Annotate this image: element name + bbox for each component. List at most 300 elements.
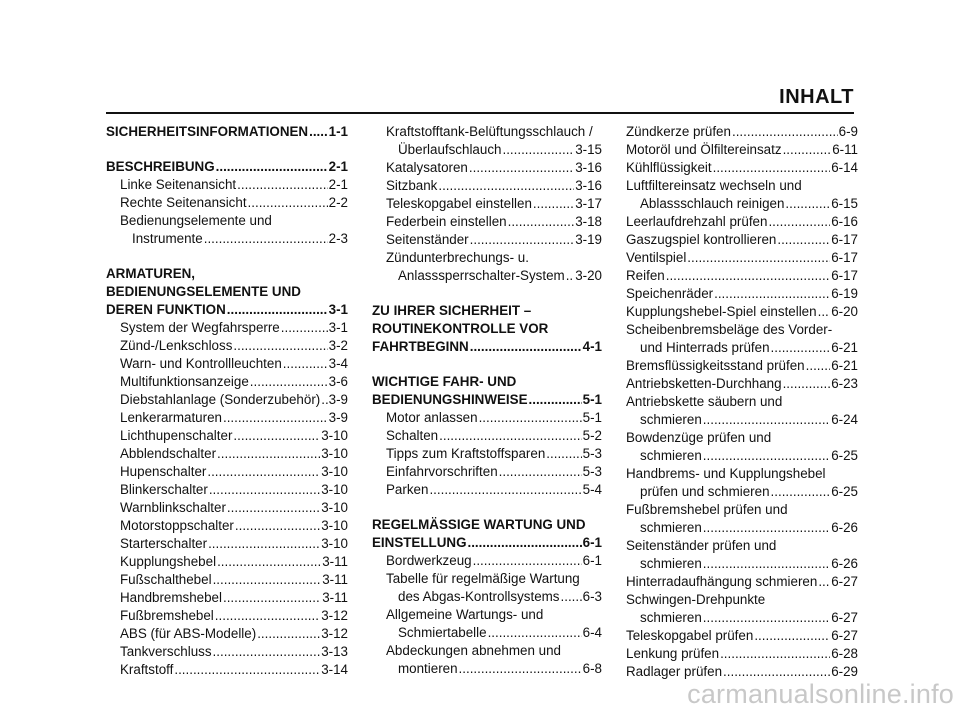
toc-entry-title: schmieren <box>640 448 702 463</box>
dot-leader <box>233 427 320 445</box>
toc-page-number: 6-19 <box>831 286 858 301</box>
toc-entry-title: Kraftstofftank-Belüftungsschlauch / <box>386 124 593 139</box>
toc-page-number: 3-9 <box>328 410 348 425</box>
toc-page-number: 3-10 <box>321 536 348 551</box>
toc-entry[interactable] <box>106 427 348 445</box>
toc-page-number: 6-27 <box>831 610 858 625</box>
toc-page-number: 5-3 <box>582 464 602 479</box>
toc-page-number: 6-1 <box>582 553 602 568</box>
toc-entry-title: Reifen <box>626 268 665 283</box>
dot-leader <box>467 534 581 552</box>
toc-page-number: 6-24 <box>831 412 858 427</box>
toc-entry-title: Teleskopgabel einstellen <box>386 196 532 211</box>
dot-leader <box>470 231 575 249</box>
toc-entry-title: Kühlflüssigkeit <box>626 160 712 175</box>
title-rule <box>106 112 854 114</box>
toc-entry-title: BEDIENUNGSHINWEISE <box>372 392 528 407</box>
toc-entry[interactable] <box>106 517 348 535</box>
toc-column-3 <box>626 123 858 681</box>
toc-entry-title: schmieren <box>640 412 702 427</box>
toc-entry-title: Schwingen-Drehpunkte <box>626 592 766 607</box>
toc-entry[interactable] <box>106 337 348 355</box>
toc-entry-title: FAHRTBEGINN <box>372 339 469 354</box>
toc-entry-title: Speichenräder <box>626 286 714 301</box>
dot-leader <box>785 195 830 213</box>
dot-leader <box>213 643 321 661</box>
dot-leader <box>217 445 320 463</box>
toc-entry-title: montieren <box>398 661 458 676</box>
toc-page-number: 3-1 <box>328 302 348 317</box>
toc-entry-title: Zünd-/Lenkschloss <box>120 338 233 353</box>
toc-entry-title: Allgemeine Wartungs- und <box>386 607 544 622</box>
dot-leader <box>469 159 574 177</box>
toc-entry-title: Abblendschalter <box>120 446 217 461</box>
toc-page-number: 6-29 <box>831 664 858 679</box>
dot-leader <box>208 535 320 553</box>
toc-entry[interactable] <box>626 627 858 645</box>
toc-entry[interactable] <box>626 573 858 591</box>
toc-entry[interactable] <box>106 319 348 337</box>
dot-leader <box>703 609 830 627</box>
toc-entry-title: Anlasssperrschalter-System <box>398 268 565 283</box>
toc-entry[interactable] <box>372 427 602 445</box>
toc-entry-title: Katalysatoren <box>386 160 468 175</box>
dot-leader <box>217 553 321 571</box>
dot-leader <box>502 141 574 159</box>
toc-entry-title: DEREN FUNKTION <box>106 302 226 317</box>
toc-entry[interactable] <box>106 499 348 517</box>
toc-entry-title: Ablassschlauch reinigen <box>640 196 785 211</box>
toc-entry-title: Kupplungshebel-Spiel einstellen <box>626 304 817 319</box>
toc-page-number: 3-16 <box>575 178 602 193</box>
toc-page-number: 3-2 <box>328 338 348 353</box>
toc-page-number: 6-26 <box>831 556 858 571</box>
toc-page-number: 5-3 <box>582 446 602 461</box>
toc-entry-title: Multifunktionsanzeige <box>120 374 249 389</box>
dot-leader <box>204 230 328 248</box>
toc-entry[interactable] <box>372 606 602 642</box>
toc-entry-title: Rechte Seitenansicht <box>120 195 247 210</box>
toc-page-number: 6-17 <box>831 250 858 265</box>
toc-page-number: 2-1 <box>328 159 348 174</box>
toc-entry-title: Bremsflüssigkeitsstand prüfen <box>626 358 805 373</box>
toc-entry-title: System der Wegfahrsperre <box>120 320 280 335</box>
toc-entry-title: Antriebskette säubern und <box>626 394 783 409</box>
toc-entry[interactable] <box>106 589 348 607</box>
dot-leader <box>235 517 320 535</box>
toc-entry-title: Starterschalter <box>120 536 208 551</box>
toc-entry[interactable] <box>106 661 348 679</box>
toc-entry[interactable] <box>372 195 602 213</box>
dot-leader <box>479 409 582 427</box>
dot-leader <box>216 158 328 176</box>
toc-entry-title: prüfen und schmieren <box>640 484 770 499</box>
toc-page-number: 6-27 <box>831 574 858 589</box>
toc-page-number: 3-17 <box>575 196 602 211</box>
toc-page-number: 3-18 <box>575 214 602 229</box>
toc-entry-title: Radlager prüfen <box>626 664 723 679</box>
toc-entry[interactable] <box>372 177 602 195</box>
dot-leader <box>321 391 327 409</box>
toc-entry[interactable] <box>626 249 858 267</box>
toc-entry-title: Abdeckungen abnehmen und <box>386 643 561 658</box>
toc-page-number: 3-10 <box>321 428 348 443</box>
toc-entry-title: Motor anlassen <box>386 410 478 425</box>
toc-section[interactable] <box>106 265 348 319</box>
toc-page-number: 1-1 <box>328 124 348 139</box>
toc-entry[interactable] <box>626 357 858 375</box>
toc-entry-title: Schalten <box>386 428 439 443</box>
toc-entry[interactable] <box>106 176 348 194</box>
toc-page-number: 3-20 <box>575 268 602 283</box>
toc-page-number: 3-12 <box>321 608 348 623</box>
toc-page-number: 6-25 <box>831 448 858 463</box>
toc-entry[interactable] <box>372 570 602 606</box>
toc-entry[interactable] <box>106 643 348 661</box>
toc-entry[interactable] <box>372 481 602 499</box>
toc-entry-title: REGELMÄSSIGE WARTUNG UND <box>372 517 586 532</box>
toc-page-number: 6-17 <box>831 268 858 283</box>
dot-leader <box>309 123 328 141</box>
dot-leader <box>771 339 831 357</box>
toc-column-1 <box>106 123 348 679</box>
toc-entry-title: Hupenschalter <box>120 464 207 479</box>
toc-entry[interactable] <box>372 409 602 427</box>
dot-leader <box>470 338 582 356</box>
toc-entry-title: Zündunterbrechungs- u. <box>386 250 529 265</box>
dot-leader <box>207 463 320 481</box>
toc-entry-title: Einfahrvorschriften <box>386 464 498 479</box>
toc-entry[interactable] <box>626 501 858 537</box>
toc-page-number: 6-26 <box>831 520 858 535</box>
dot-leader <box>488 624 582 642</box>
toc-page-number: 3-10 <box>321 446 348 461</box>
toc-page-number: 6-17 <box>831 232 858 247</box>
toc-entry-title: Leerlaufdrehzahl prüfen <box>626 214 768 229</box>
toc-entry-title: Fußbremshebel prüfen und <box>626 502 788 517</box>
dot-leader <box>237 176 328 194</box>
toc-entry[interactable] <box>626 213 858 231</box>
toc-page-number: 3-6 <box>328 374 348 389</box>
toc-entry[interactable] <box>626 177 858 213</box>
toc-page-number: 4-1 <box>582 339 602 354</box>
dot-leader <box>227 301 328 319</box>
toc-entry-title: Handbrems- und Kupplungshebel <box>626 466 826 481</box>
dot-leader <box>561 588 582 606</box>
dot-leader <box>529 391 582 409</box>
toc-entry-title: Zündkerze prüfen <box>626 124 731 139</box>
toc-entry-title: SICHERHEITSINFORMATIONEN <box>106 124 309 139</box>
dot-leader <box>281 319 328 337</box>
toc-entry-title: ROUTINEKONTROLLE VOR <box>372 321 549 336</box>
dot-leader <box>439 427 582 445</box>
section-spacer <box>372 356 602 373</box>
toc-entry-title: Fußschalthebel <box>120 572 212 587</box>
toc-entry-title: Teleskopgabel prüfen <box>626 628 754 643</box>
toc-page-number: 6-14 <box>831 160 858 175</box>
toc-entry-title: Antriebsketten-Durchhang <box>626 376 782 391</box>
toc-entry-title: ZU IHRER SICHERHEIT – <box>372 303 532 318</box>
toc-page-number: 5-4 <box>582 482 602 497</box>
toc-entry-title: Bordwerkzeug <box>386 553 472 568</box>
toc-page-number: 3-11 <box>322 554 348 569</box>
toc-page-number: 3-15 <box>575 142 602 157</box>
dot-leader <box>771 483 831 501</box>
toc-page-number: 6-20 <box>831 304 858 319</box>
toc-entry-title: Tabelle für regelmäßige Wartung <box>386 571 580 586</box>
toc-page-number: 6-15 <box>831 196 858 211</box>
toc-page-number: 3-1 <box>328 320 348 335</box>
toc-entry[interactable] <box>626 303 858 321</box>
toc-entry[interactable] <box>626 159 858 177</box>
toc-entry-title: Diebstahlanlage (Sonderzubehör) <box>120 392 321 407</box>
toc-entry[interactable] <box>626 231 858 249</box>
toc-entry[interactable] <box>372 445 602 463</box>
toc-entry-title: Lenkerarmaturen <box>120 410 222 425</box>
toc-entry[interactable] <box>626 591 858 627</box>
toc-entry-title: Überlaufschlauch <box>398 142 502 157</box>
dot-leader <box>233 337 327 355</box>
section-spacer <box>106 248 348 265</box>
toc-entry-title: Hinterradaufhängung schmieren <box>626 574 818 589</box>
toc-entry-title: Warnblinkschalter <box>120 500 226 515</box>
toc-entry[interactable] <box>372 123 602 159</box>
toc-page-number: 6-28 <box>831 646 858 661</box>
toc-entry-title: EINSTELLUNG <box>372 535 467 550</box>
section-spacer <box>372 285 602 302</box>
toc-entry-title: WICHTIGE FAHR- UND <box>372 374 517 389</box>
toc-page-number: 3-10 <box>321 464 348 479</box>
watermark: carmanualsonline.info <box>687 679 954 709</box>
dot-leader <box>174 661 320 679</box>
section-spacer <box>106 141 348 158</box>
toc-entry-title: Sitzbank <box>386 178 438 193</box>
dot-leader <box>666 267 830 285</box>
toc-entry-title: Blinkerschalter <box>120 482 208 497</box>
toc-entry-title: Tankverschluss <box>120 644 212 659</box>
toc-entry-title: Motorstoppschalter <box>120 518 234 533</box>
toc-entry-title: schmieren <box>640 520 702 535</box>
toc-entry-title: BESCHREIBUNG <box>106 159 215 174</box>
toc-entry-title: schmieren <box>640 610 702 625</box>
toc-entry[interactable] <box>106 373 348 391</box>
page-title: INHALT <box>779 86 854 108</box>
toc-entry[interactable] <box>626 321 858 357</box>
dot-leader <box>438 177 574 195</box>
toc-page-number: 6-27 <box>831 628 858 643</box>
toc-page-number: 3-13 <box>321 644 348 659</box>
dot-leader <box>713 159 831 177</box>
toc-page-number: 2-2 <box>328 195 348 210</box>
toc-page-number: 6-8 <box>582 661 602 676</box>
toc-entry[interactable] <box>626 429 858 465</box>
toc-entry[interactable] <box>106 535 348 553</box>
dot-leader <box>818 303 831 321</box>
dot-leader <box>248 194 328 212</box>
toc-page-number: 6-4 <box>582 625 602 640</box>
dot-leader <box>566 267 574 285</box>
dot-leader <box>768 213 830 231</box>
toc-entry[interactable] <box>626 267 858 285</box>
toc-page-number: 3-11 <box>322 572 348 587</box>
dot-leader <box>687 249 830 267</box>
toc-entry-title: Scheibenbremsbeläge des Vorder- <box>626 322 833 337</box>
toc-section[interactable] <box>372 302 602 356</box>
dot-leader <box>703 447 830 465</box>
toc-page-number: 3-16 <box>575 160 602 175</box>
dot-leader <box>806 357 831 375</box>
toc-entry-title: des Abgas-Kontrollsystems <box>398 589 560 604</box>
toc-entry[interactable] <box>626 375 858 393</box>
toc-page-number: 5-2 <box>582 428 602 443</box>
dot-leader <box>283 355 328 373</box>
toc-entry[interactable] <box>106 463 348 481</box>
dot-leader <box>783 141 832 159</box>
toc-page-number: 6-25 <box>831 484 858 499</box>
toc-entry-title: Handbremshebel <box>120 590 222 605</box>
toc-entry-title: Motoröl und Ölfiltereinsatz <box>626 142 782 157</box>
toc-entry-title: Parken <box>386 482 429 497</box>
toc-entry[interactable] <box>106 625 348 643</box>
toc-entry[interactable] <box>372 159 602 177</box>
dot-leader <box>213 571 322 589</box>
toc-entry-title: Fußbremshebel <box>120 608 214 623</box>
toc-entry[interactable] <box>626 537 858 573</box>
toc-entry[interactable] <box>626 465 858 501</box>
toc-page-number: 3-9 <box>328 392 348 407</box>
toc-section[interactable] <box>106 158 348 176</box>
dot-leader <box>223 589 321 607</box>
toc-entry[interactable] <box>372 231 602 249</box>
toc-page-number: 3-4 <box>328 356 348 371</box>
toc-entry-title: Instrumente <box>132 231 203 246</box>
toc-entry[interactable] <box>106 391 348 409</box>
toc-entry[interactable] <box>626 393 858 429</box>
toc-entry-title: Lichthupenschalter <box>120 428 233 443</box>
dot-leader <box>720 645 830 663</box>
toc-entry-title: Seitenständer prüfen und <box>626 538 777 553</box>
dot-leader <box>250 373 328 391</box>
dot-leader <box>732 123 838 141</box>
dot-leader <box>429 481 581 499</box>
toc-section[interactable] <box>372 373 602 409</box>
toc-page-number: 6-11 <box>832 142 858 157</box>
toc-entry[interactable] <box>372 552 602 570</box>
dot-leader <box>257 625 320 643</box>
dot-leader <box>533 195 574 213</box>
toc-entry-title: Linke Seitenansicht <box>120 177 237 192</box>
dot-leader <box>215 607 320 625</box>
toc-entry-title: und Hinterrads prüfen <box>640 340 770 355</box>
dot-leader <box>703 519 830 537</box>
toc-page-number: 2-3 <box>328 231 348 246</box>
toc-page-number: 6-21 <box>831 358 858 373</box>
toc-entry[interactable] <box>106 481 348 499</box>
toc-entry[interactable] <box>626 645 858 663</box>
toc-entry-title: Bowdenzüge prüfen und <box>626 430 772 445</box>
toc-entry-title: Ventilspiel <box>626 250 687 265</box>
dot-leader <box>223 409 328 427</box>
toc-page-number: 6-3 <box>582 589 602 604</box>
dot-leader <box>703 411 830 429</box>
toc-page-number: 3-19 <box>575 232 602 247</box>
dot-leader <box>209 481 320 499</box>
dot-leader <box>777 231 830 249</box>
dot-leader <box>703 555 830 573</box>
toc-entry-title: Luftfiltereinsatz wechseln und <box>626 178 802 193</box>
toc-entry-title: Warn- und Kontrollleuchten <box>120 356 282 371</box>
toc-entry-title: BEDIENUNGSELEMENTE UND <box>106 284 301 299</box>
toc-entry[interactable] <box>106 194 348 212</box>
toc-entry-title: Federbein einstellen <box>386 214 507 229</box>
toc-entry[interactable] <box>372 213 602 231</box>
dot-leader <box>783 375 831 393</box>
toc-page-number: 6-16 <box>831 214 858 229</box>
toc-entry-title: Gaszugspiel kontrollieren <box>626 232 777 247</box>
toc-section[interactable] <box>372 516 602 552</box>
dot-leader <box>714 285 830 303</box>
toc-entry-title: Lenkung prüfen <box>626 646 720 661</box>
toc-page-number: 5-1 <box>582 410 602 425</box>
toc-entry[interactable] <box>372 642 602 678</box>
dot-leader <box>546 445 581 463</box>
dot-leader <box>459 660 582 678</box>
toc-section[interactable] <box>106 123 348 141</box>
toc-page-number: 6-9 <box>838 124 858 139</box>
toc-entry[interactable] <box>106 355 348 373</box>
toc-entry[interactable] <box>106 571 348 589</box>
toc-entry[interactable] <box>106 445 348 463</box>
toc-entry[interactable] <box>626 285 858 303</box>
dot-leader <box>227 499 320 517</box>
dot-leader <box>754 627 830 645</box>
toc-entry[interactable] <box>626 141 858 159</box>
toc-page-number: 2-1 <box>328 177 348 192</box>
toc-entry-title: ARMATUREN, <box>106 266 196 281</box>
toc-entry[interactable] <box>372 463 602 481</box>
section-spacer <box>372 499 602 516</box>
toc-page-number: 6-21 <box>831 340 858 355</box>
dot-leader <box>818 573 830 591</box>
toc-page-number: 3-14 <box>321 662 348 677</box>
toc-page-number: 6-1 <box>582 535 602 550</box>
toc-entry-title: Tipps zum Kraftstoffsparen <box>386 446 546 461</box>
toc-entry[interactable] <box>106 553 348 571</box>
toc-entry-title: Kraftstoff <box>120 662 174 677</box>
toc-entry[interactable] <box>106 409 348 427</box>
toc-page-number: 3-10 <box>321 482 348 497</box>
toc-entry[interactable] <box>106 212 348 248</box>
toc-page-number: 3-11 <box>322 590 348 605</box>
toc-column-2 <box>372 123 602 678</box>
toc-page-number: 5-1 <box>582 392 602 407</box>
toc-entry-title: schmieren <box>640 556 702 571</box>
toc-entry[interactable] <box>372 249 602 285</box>
toc-page-number: 3-10 <box>321 500 348 515</box>
toc-entry-title: ABS (für ABS-Modelle) <box>120 626 257 641</box>
toc-page-number: 3-12 <box>321 626 348 641</box>
dot-leader <box>508 213 575 231</box>
toc-page-number: 3-10 <box>321 518 348 533</box>
dot-leader <box>499 463 582 481</box>
toc-entry-title: Schmiertabelle <box>398 625 487 640</box>
dot-leader <box>473 552 582 570</box>
toc-entry-title: Kupplungshebel <box>120 554 217 569</box>
toc-page-number: 6-23 <box>831 376 858 391</box>
toc-entry-title: Seitenständer <box>386 232 469 247</box>
toc-entry[interactable] <box>626 123 858 141</box>
toc-entry[interactable] <box>106 607 348 625</box>
